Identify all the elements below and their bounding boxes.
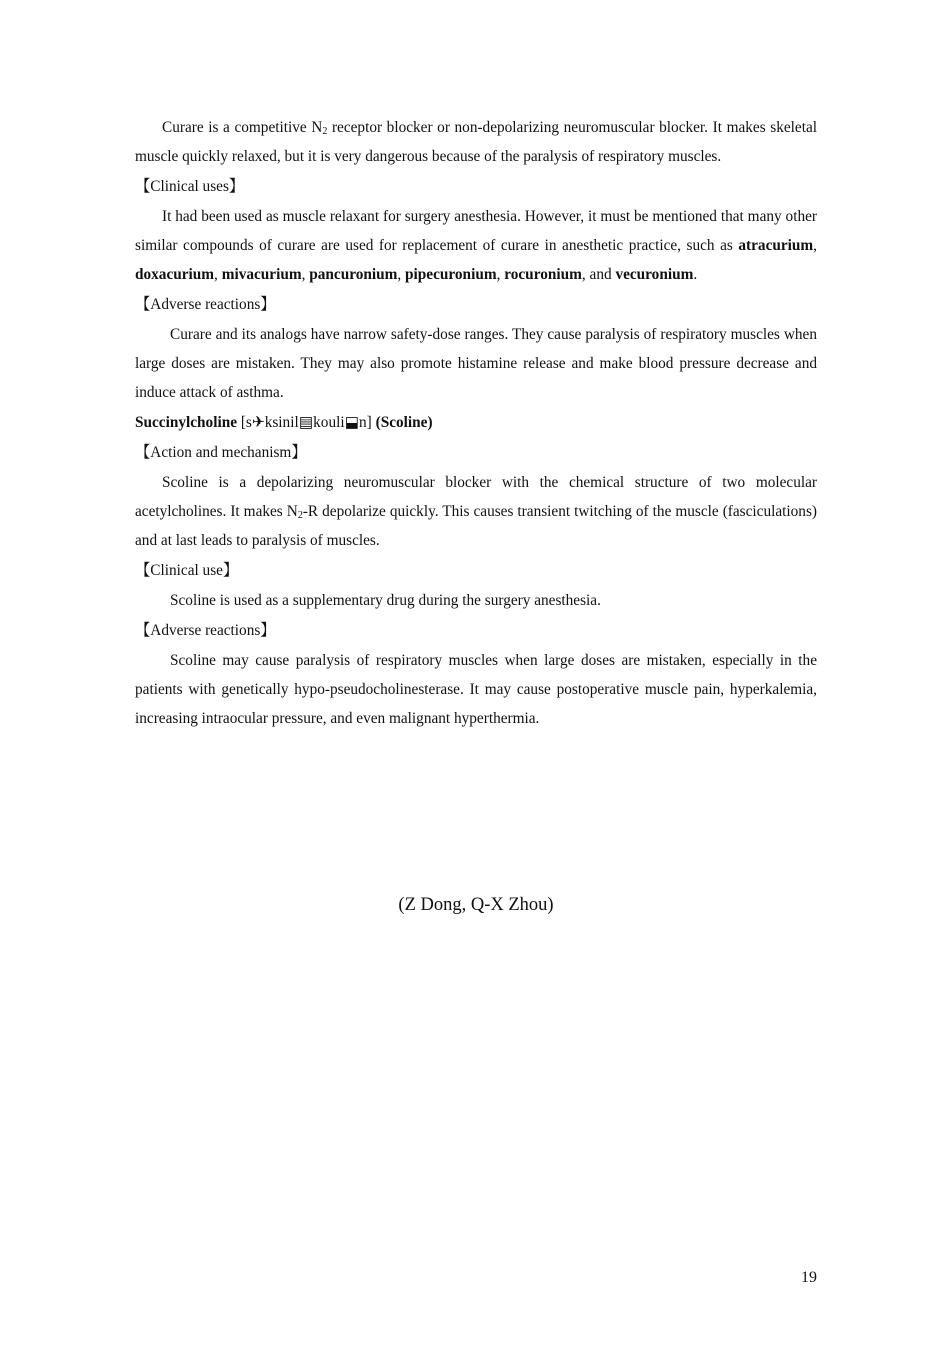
drug-name: pancuronium bbox=[309, 266, 398, 283]
separator: , bbox=[301, 266, 310, 283]
separator: , bbox=[496, 266, 505, 283]
drug-name: pipecuronium bbox=[405, 266, 497, 283]
drug-title-name: Succinylcholine bbox=[135, 414, 237, 431]
drug-name: vecuronium bbox=[615, 266, 694, 283]
drug-title bbox=[135, 408, 817, 437]
section-heading-adverse-reactions: 【Adverse reactions】 bbox=[135, 296, 276, 313]
page-number: 19 bbox=[801, 1269, 817, 1286]
text-segment: receptor blocker or non-depolarizing neuromuscular blocker. It makes skeletal muscle quickly relaxed, but it is very dangerous because of the paralysis of respiratory muscles. bbox=[135, 119, 817, 165]
separator: . bbox=[693, 266, 698, 283]
drug-name: rocuronium bbox=[504, 266, 582, 283]
author-credit: (Z Dong, Q-X Zhou) bbox=[398, 895, 554, 915]
drug-name: atracurium bbox=[738, 237, 814, 254]
text-segment: Curare is a competitive N bbox=[162, 119, 323, 136]
section-heading-clinical-uses: 【Clinical uses】 bbox=[135, 178, 245, 195]
paragraph-curare-intro bbox=[135, 113, 817, 171]
text-segment: -R depolarize quickly. This causes transient twitching of the muscle (fasciculations) and at last leads to paralysis of muscles. bbox=[135, 503, 817, 549]
section-heading-action-mechanism: 【Action and mechanism】 bbox=[135, 444, 307, 461]
paragraph-scoline-action bbox=[135, 468, 817, 555]
separator: , bbox=[813, 237, 817, 254]
text-segment: Scoline is a depolarizing neuromuscular blocker with the chemical structure of two molecular acetylcholines. It makes N bbox=[135, 474, 817, 520]
paragraph-scoline-adverse: Scoline may cause paralysis of respiratory muscles when large doses are mistaken, especially in the patients with genetically hypo-pseudocholinesterase. It may cause postoperative muscle pain, hyperkalemia, increasing intraocular pressure, and even malignant hyperthermia. bbox=[135, 652, 817, 727]
paragraph-clinical-uses bbox=[135, 202, 817, 289]
separator: , and bbox=[581, 266, 616, 283]
section-heading-adverse-reactions-2: 【Adverse reactions】 bbox=[135, 622, 276, 639]
paragraph-scoline-clinical-use: Scoline is used as a supplementary drug during the surgery anesthesia. bbox=[170, 592, 601, 609]
separator: , bbox=[397, 266, 406, 283]
section-heading-clinical-use: 【Clinical use】 bbox=[135, 562, 239, 579]
document-body bbox=[135, 113, 817, 733]
drug-title-alias: (Scoline) bbox=[375, 414, 433, 431]
subscript: 2 bbox=[322, 126, 328, 137]
drug-title-pronunciation: [s✈ksinil▤kouli⬓n] bbox=[237, 414, 376, 431]
subscript: 2 bbox=[297, 510, 303, 521]
drug-name: doxacurium bbox=[135, 266, 215, 283]
drug-name: mivacurium bbox=[221, 266, 302, 283]
text-segment: It had been used as muscle relaxant for surgery anesthesia. However, it must be mentioned that many other similar compounds of curare are used for replacement of curare in anesthetic practice, such as bbox=[135, 208, 817, 254]
paragraph-curare-adverse: Curare and its analogs have narrow safety-dose ranges. They cause paralysis of respiratory muscles when large doses are mistaken. They may also promote histamine release and make blood pressure decrease and induce attack of asthma. bbox=[135, 326, 817, 401]
separator: , bbox=[214, 266, 222, 283]
